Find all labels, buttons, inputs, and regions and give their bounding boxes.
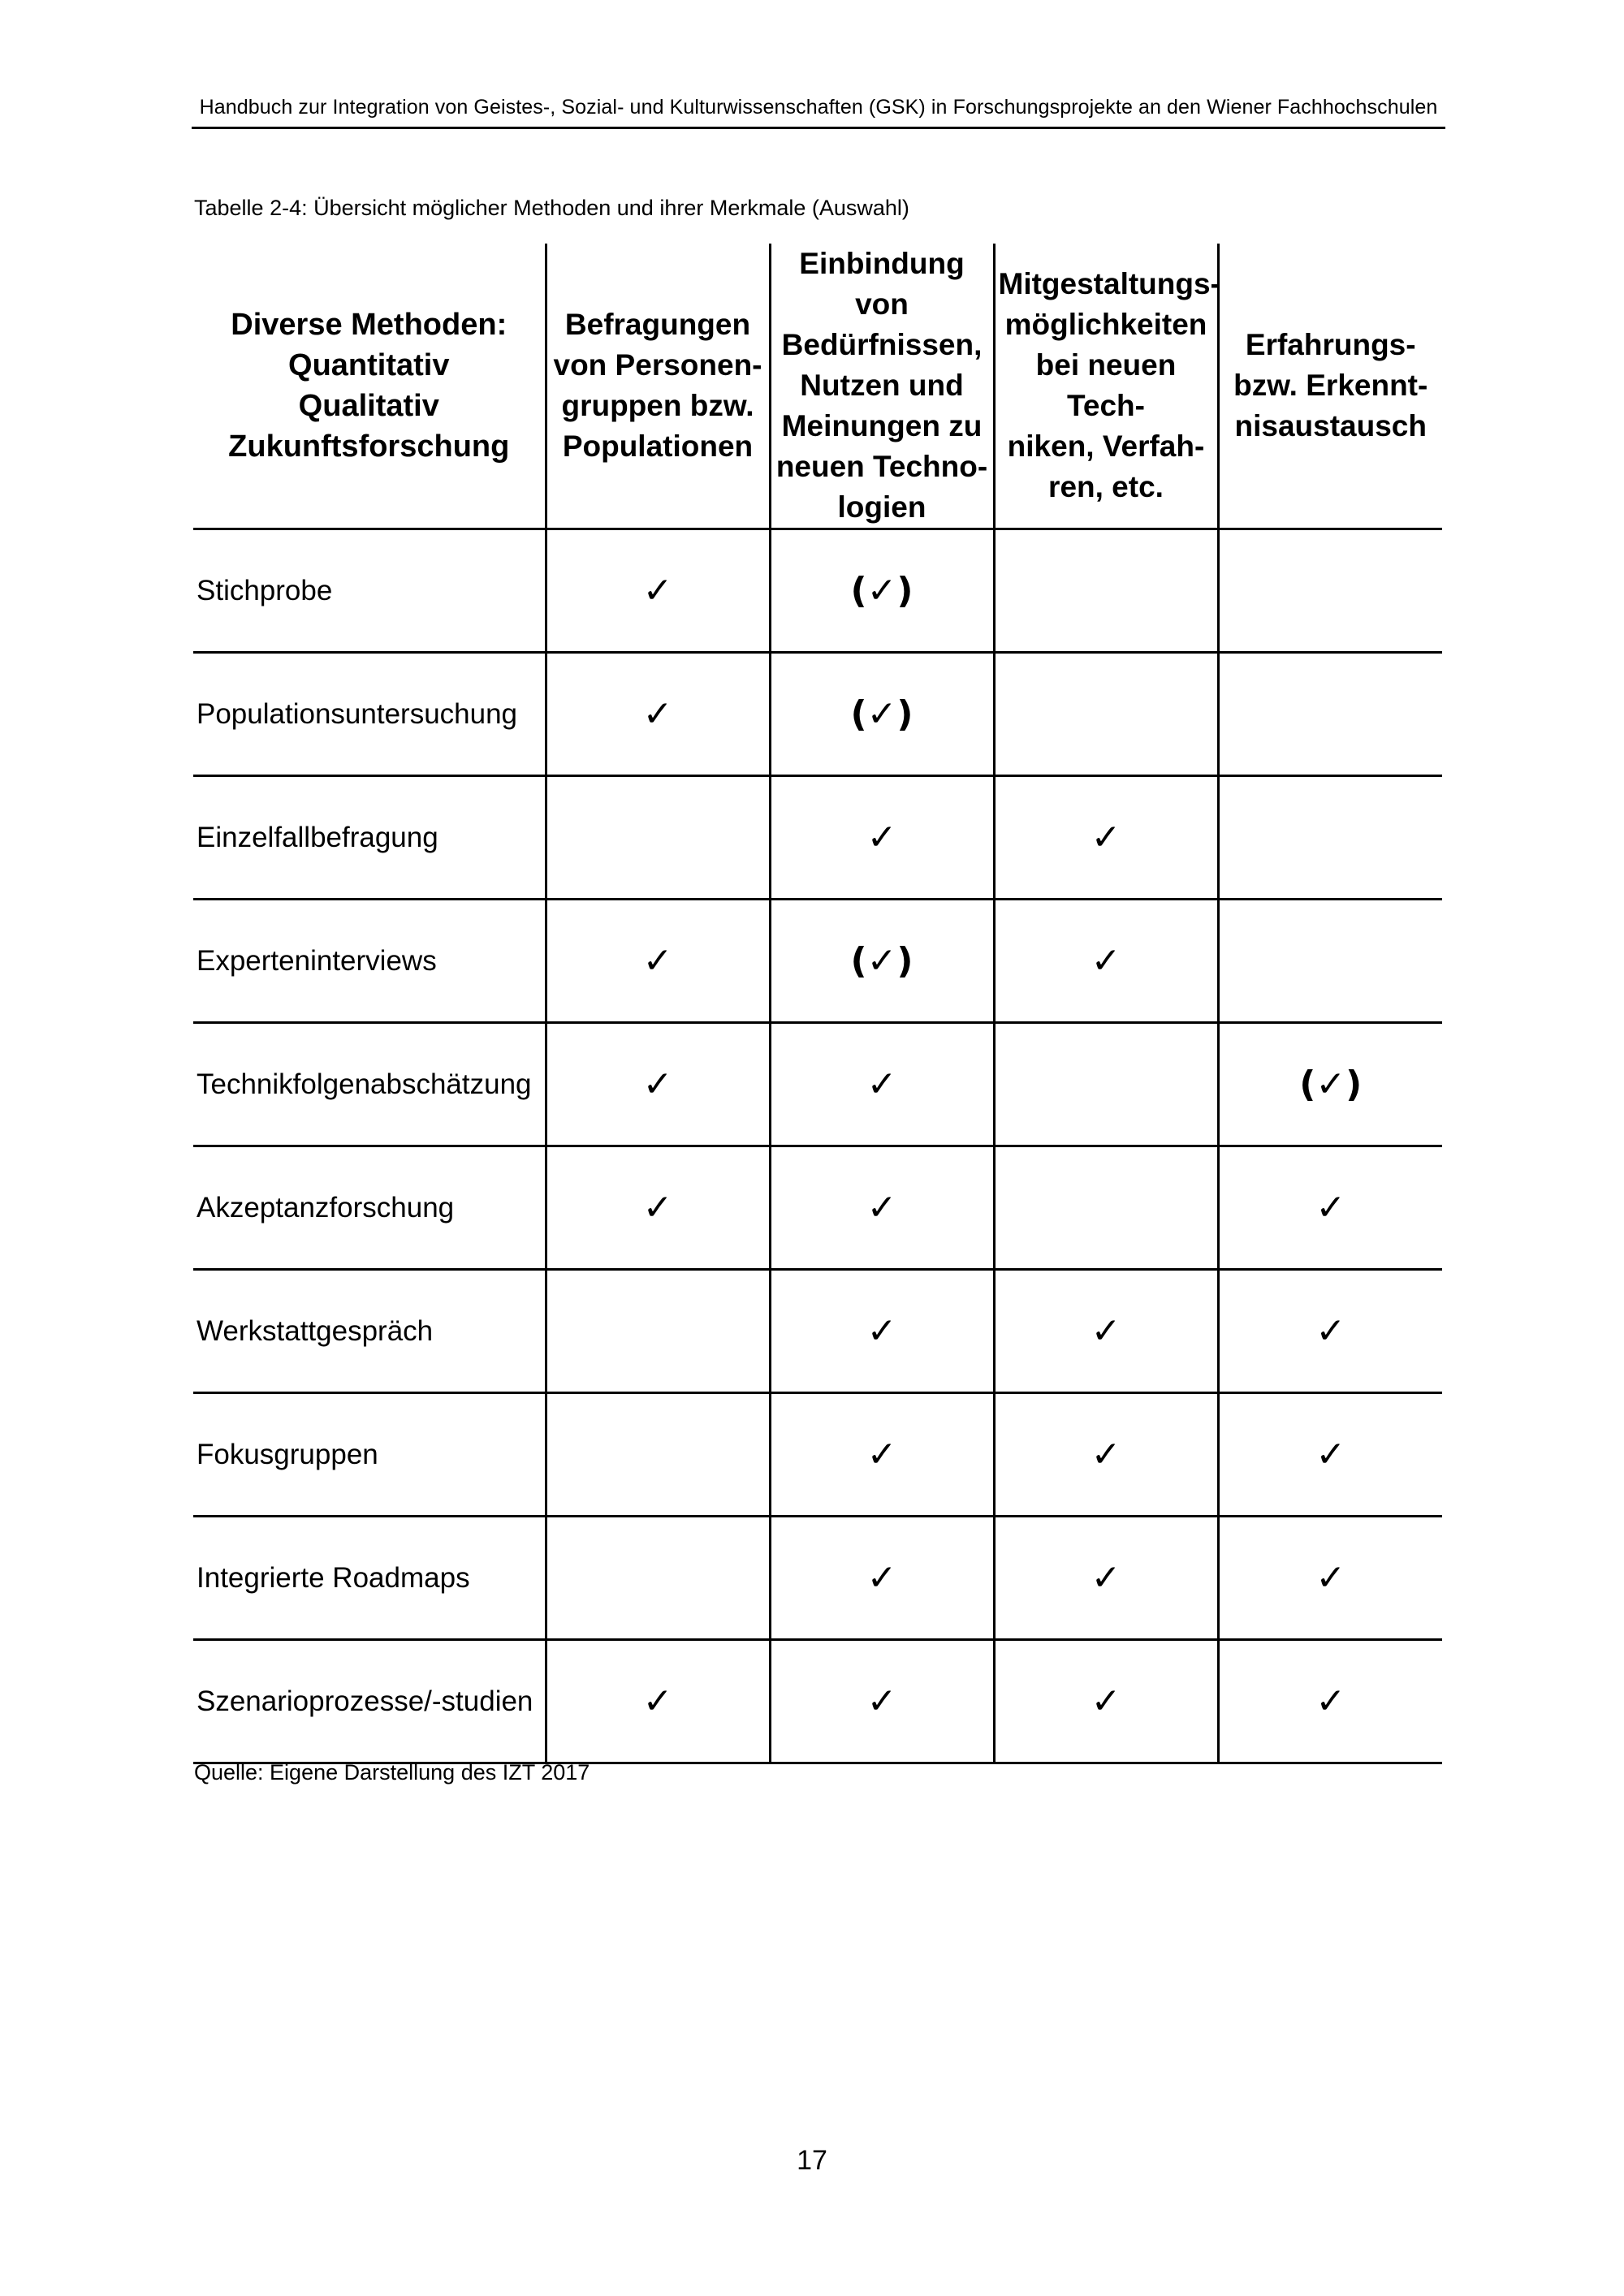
- table-cell: [994, 776, 1218, 900]
- table-cell: [546, 776, 770, 900]
- check-mark: ✓: [642, 1187, 673, 1228]
- column-header-line: gruppen bzw.: [561, 389, 754, 422]
- column-header-3: [994, 244, 1218, 529]
- method-name: Experteninterviews: [193, 900, 546, 1023]
- table-cell: [994, 1393, 1218, 1517]
- table-cell: [770, 529, 994, 653]
- table-cell: [994, 1517, 1218, 1640]
- table-cell: [1218, 1023, 1442, 1146]
- table-cell: [994, 1023, 1218, 1146]
- check-mark: ✓: [1091, 1310, 1121, 1352]
- method-name: Akzeptanzforschung: [193, 1146, 546, 1270]
- method-name: Szenarioprozesse/-studien: [193, 1640, 546, 1763]
- table-cell: [546, 900, 770, 1023]
- table-row: [193, 900, 1442, 1023]
- column-header-line: Bedürfnissen,: [781, 328, 983, 361]
- column-header-line: ren, etc.: [1048, 470, 1164, 503]
- table-cell: [770, 1023, 994, 1146]
- table-cell: [546, 1146, 770, 1270]
- method-name: Stichprobe: [193, 529, 546, 653]
- partial-check-mark: (✓): [850, 693, 914, 735]
- column-header-line: Befragungen: [564, 308, 751, 341]
- partial-check-mark: (✓): [850, 940, 914, 982]
- column-header-2: [770, 244, 994, 529]
- table-cell: [770, 900, 994, 1023]
- column-header-4: [1218, 244, 1442, 529]
- table-row: [193, 1270, 1442, 1393]
- partial-check-mark: (✓): [850, 570, 914, 611]
- column-header-line: Populationen: [562, 429, 754, 463]
- check-mark: ✓: [1091, 1434, 1121, 1475]
- check-mark: ✓: [642, 693, 673, 735]
- check-mark: ✓: [866, 1681, 897, 1722]
- table-row: [193, 1517, 1442, 1640]
- table-header-row: [193, 244, 1442, 529]
- method-name: Technikfolgenabschätzung: [193, 1023, 546, 1146]
- check-mark: ✓: [642, 940, 673, 982]
- column-header-line: Zukunftsforschung: [228, 429, 510, 464]
- partial-check-mark: (✓): [1299, 1064, 1363, 1105]
- table-cell: [994, 1270, 1218, 1393]
- column-header-line: niken, Verfah-: [1007, 429, 1205, 463]
- table-row: [193, 1023, 1442, 1146]
- check-mark: ✓: [1315, 1434, 1346, 1475]
- column-header-line: bei neuen Tech-: [1035, 348, 1177, 422]
- column-header-line: Einbindung von: [799, 247, 965, 321]
- table-cell: [1218, 776, 1442, 900]
- column-header-line: Diverse Methoden:: [231, 308, 508, 342]
- check-mark: ✓: [866, 1064, 897, 1105]
- column-header-line: Erfahrungs-: [1245, 328, 1416, 361]
- column-header-1: [546, 244, 770, 529]
- check-mark: ✓: [866, 1310, 897, 1352]
- column-header-line: neuen Techno-: [775, 450, 988, 483]
- check-mark: ✓: [642, 570, 673, 611]
- method-name: Fokusgruppen: [193, 1393, 546, 1517]
- check-mark: ✓: [1315, 1681, 1346, 1722]
- table-cell: [1218, 1640, 1442, 1763]
- table-cell: [1218, 900, 1442, 1023]
- table-cell: [994, 900, 1218, 1023]
- check-mark: ✓: [642, 1681, 673, 1722]
- table-cell: [770, 653, 994, 776]
- table-caption: Tabelle 2-4: Übersicht möglicher Methoden und ihrer Merkmale (Auswahl): [194, 196, 909, 220]
- check-mark: ✓: [642, 1064, 673, 1105]
- table-cell: [546, 653, 770, 776]
- column-header-methods: [193, 244, 546, 529]
- table-row: [193, 1146, 1442, 1270]
- check-mark: ✓: [1091, 1557, 1121, 1599]
- table-cell: [1218, 1517, 1442, 1640]
- method-name: Populationsuntersuchung: [193, 653, 546, 776]
- column-header-line: von Personen-: [553, 348, 762, 382]
- check-mark: ✓: [866, 817, 897, 858]
- table-cell: [994, 529, 1218, 653]
- table-cell: [994, 1146, 1218, 1270]
- check-mark: ✓: [1091, 940, 1121, 982]
- table-row: [193, 653, 1442, 776]
- check-mark: ✓: [1315, 1557, 1346, 1599]
- check-mark: ✓: [1091, 817, 1121, 858]
- table-cell: [1218, 529, 1442, 653]
- method-name: Werkstattgespräch: [193, 1270, 546, 1393]
- check-mark: ✓: [866, 1434, 897, 1475]
- header-divider: [192, 127, 1445, 129]
- column-header-line: Nutzen und: [800, 369, 964, 402]
- table-cell: [770, 1393, 994, 1517]
- table-cell: [1218, 1146, 1442, 1270]
- table-row: [193, 529, 1442, 653]
- table-cell: [546, 1640, 770, 1763]
- table-row: [193, 1393, 1442, 1517]
- table-cell: [770, 1640, 994, 1763]
- table-cell: [770, 1146, 994, 1270]
- column-header-line: möglichkeiten: [1004, 308, 1207, 341]
- table-cell: [546, 529, 770, 653]
- table-cell: [994, 653, 1218, 776]
- column-header-line: Meinungen zu: [781, 409, 983, 442]
- table-row: [193, 1640, 1442, 1763]
- column-header-line: Quantitativ: [288, 348, 450, 382]
- table-row: [193, 776, 1442, 900]
- column-header-line: bzw. Erkennt-: [1233, 369, 1428, 402]
- column-header-line: Mitgestaltungs-: [998, 267, 1220, 300]
- table-cell: [770, 1517, 994, 1640]
- table-cell: [1218, 653, 1442, 776]
- check-mark: ✓: [866, 1557, 897, 1599]
- table-cell: [546, 1393, 770, 1517]
- method-name: Integrierte Roadmaps: [193, 1517, 546, 1640]
- table-cell: [1218, 1393, 1442, 1517]
- table-cell: [1218, 1270, 1442, 1393]
- check-mark: ✓: [1315, 1310, 1346, 1352]
- table-cell: [546, 1023, 770, 1146]
- table-cell: [994, 1640, 1218, 1763]
- column-header-line: nisaustausch: [1234, 409, 1427, 442]
- table-cell: [770, 776, 994, 900]
- table-cell: [546, 1270, 770, 1393]
- page-number: 17: [797, 2145, 827, 2176]
- running-header: Handbuch zur Integration von Geistes-, Sozial- und Kulturwissenschaften (GSK) in Forschungsprojekte an den Wiener Fachhochschulen: [199, 96, 1438, 119]
- table-cell: [546, 1517, 770, 1640]
- methods-table: [193, 244, 1442, 1764]
- column-header-line: Qualitativ: [298, 389, 439, 423]
- table-source: Quelle: Eigene Darstellung des IZT 2017: [194, 1760, 590, 1785]
- table-cell: [770, 1270, 994, 1393]
- check-mark: ✓: [866, 1187, 897, 1228]
- method-name: Einzelfallbefragung: [193, 776, 546, 900]
- column-header-line: logien: [837, 490, 926, 524]
- check-mark: ✓: [1315, 1187, 1346, 1228]
- check-mark: ✓: [1091, 1681, 1121, 1722]
